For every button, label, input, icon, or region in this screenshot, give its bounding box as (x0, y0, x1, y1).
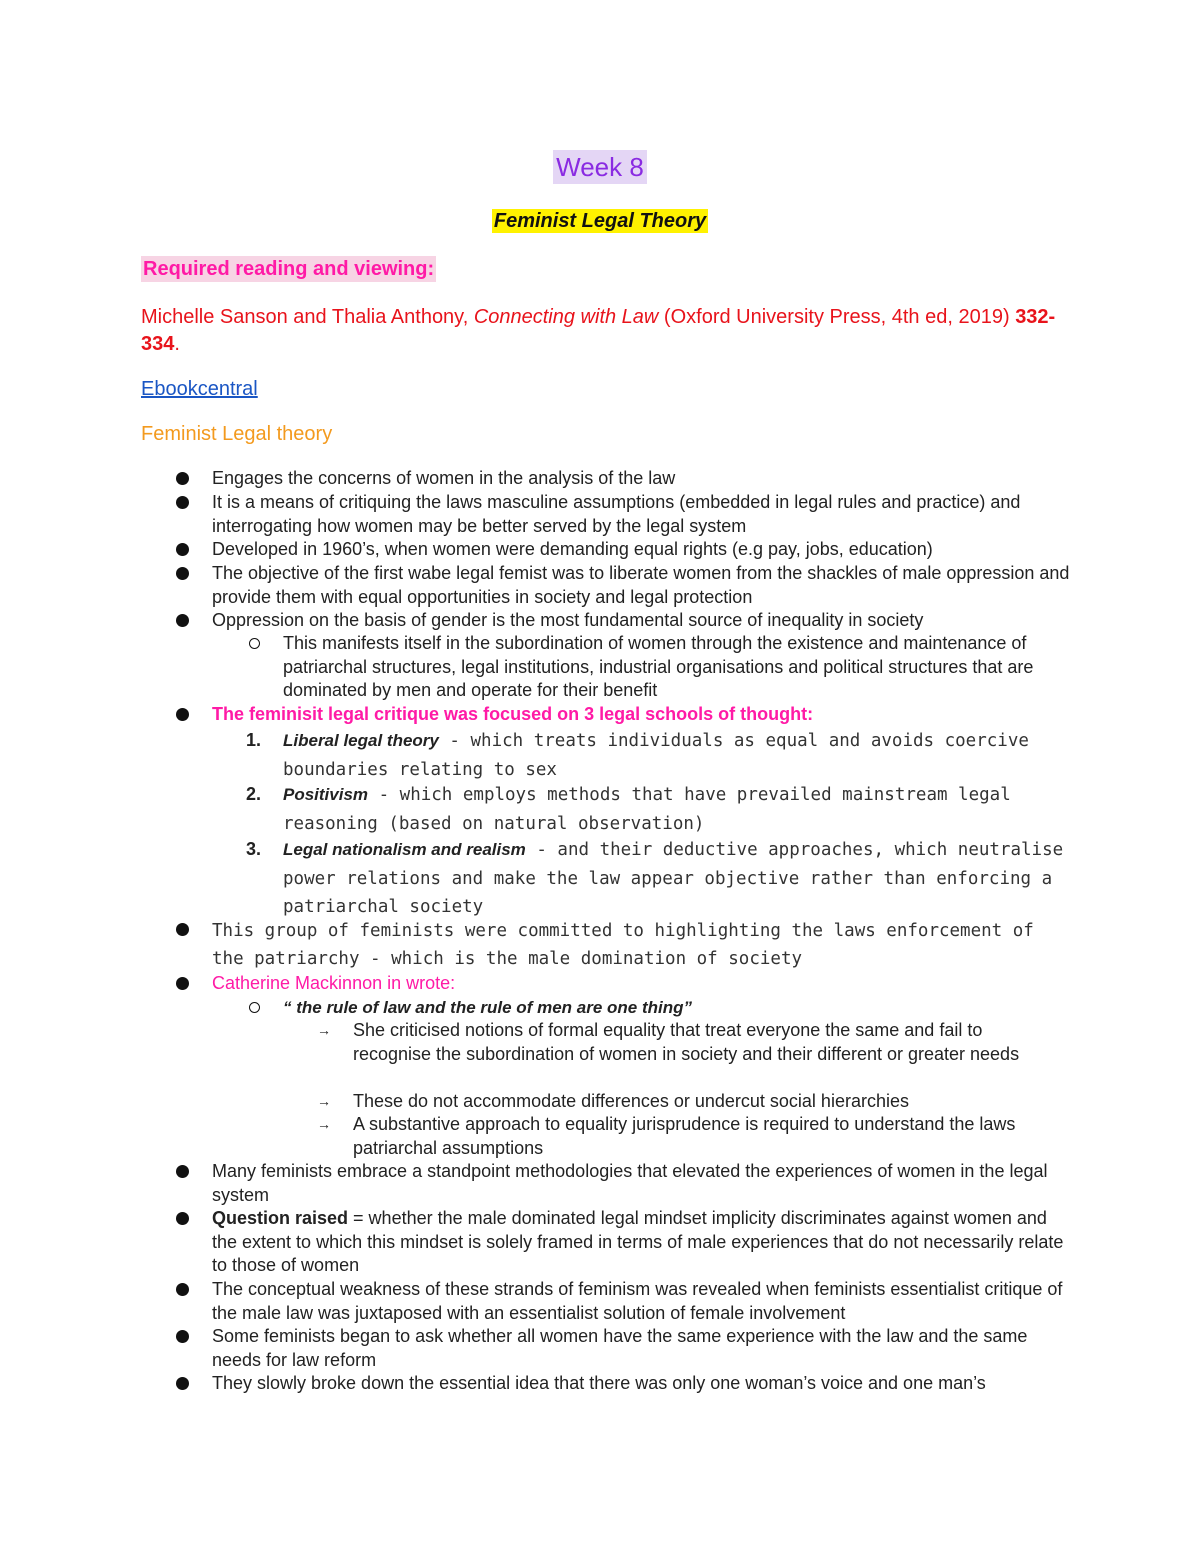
page-subtitle (0, 207, 1200, 235)
numbered-item-number: 2. (246, 784, 262, 804)
page-title (0, 150, 1200, 184)
numbered-item-desc: - and their deductive approaches, which neutralise power relations and make the law appear objective rather than enforcing a patriarchal society (283, 840, 1064, 917)
bullet-item (212, 1207, 1072, 1278)
bullet-item: The objective of the first wabe legal femist was to liberate women from the shackles of male oppression and provide them with equal opportunities in society and legal protection (212, 562, 1072, 609)
citation-publisher: (Oxford University Press, 4th ed, 2019) (658, 306, 1016, 328)
question-raised-text: = whether the male dominated legal mindset implicity discriminates against women and the extent to which this mindset is solely framed in terms of male experiences that do not necessarily relate to those of women (212, 1208, 1064, 1275)
reading-heading-text: Required reading and viewing: (143, 258, 435, 280)
arrow-item: → These do not accommodate differences or undercut social hierarchies (353, 1090, 1053, 1114)
bullet-item: They slowly broke down the essential idea that there was only one woman’s voice and one man’s (212, 1372, 1072, 1396)
citation-authors: Michelle Sanson and Thalia Anthony, (141, 306, 474, 328)
arrow-item: → She criticised notions of formal equality that treat everyone the same and fail to recognise the subordination of women in society and their different or greater needs (353, 1019, 1053, 1066)
bullet-item: Catherine Mackinnon in wrote: (212, 972, 1072, 996)
bullet-item: The conceptual weakness of these strands of feminism was revealed when feminists essentialist critique of the male law was juxtaposed with an essentialist solution of female involvement (212, 1278, 1072, 1325)
numbered-item-number: 3. (246, 839, 262, 859)
arrow-item: → A substantive approach to equality jurisprudence is required to understand the laws patriarchal assumptions (353, 1113, 1053, 1160)
bullet-item: This group of feminists were committed to highlighting the laws enforcement of the patriarchy - which is the male domination of society (212, 918, 1072, 973)
citation-book-title: Connecting with Law (473, 306, 659, 328)
quote-sub-bullet: “ the rule of law and the rule of men are one thing” (283, 996, 1063, 1020)
sub-bullet-item: This manifests itself in the subordination of women through the existence and maintenance of patriarchal structures, legal institutions, industrial organisations and political structures that are dominated by men and operate for their benefit (283, 632, 1063, 703)
numbered-item-desc: - which employs methods that have prevailed mainstream legal reasoning (based on natural observation) (283, 785, 1011, 834)
bullet-item: Developed in 1960’s, when women were demanding equal rights (e.g pay, jobs, education) (212, 538, 1072, 562)
bullet-item: Many feminists embrace a standpoint methodologies that elevated the experiences of women in the legal system (212, 1160, 1072, 1207)
reading-heading (141, 255, 436, 283)
page-subtitle-text: Feminist Legal Theory (493, 210, 707, 232)
numbered-item-term: Positivism (283, 785, 369, 804)
numbered-item-desc: - which treats individuals as equal and avoids coercive boundaries relating to sex (283, 731, 1029, 780)
page-title-text: Week 8 (553, 150, 647, 184)
numbered-item-term: Liberal legal theory (283, 731, 439, 750)
bullet-item: Some feminists began to ask whether all women have the same experience with the law and the same needs for law reform (212, 1325, 1072, 1372)
numbered-item (246, 727, 1073, 784)
numbered-item (246, 836, 1073, 922)
ebookcentral-link[interactable]: Ebookcentral (141, 378, 258, 400)
bullet-item: It is a means of critiquing the laws masculine assumptions (embedded in legal rules and practice) and interrogating how women may be better served by the legal system (212, 491, 1072, 538)
citation-end: . (174, 333, 180, 355)
numbered-item (246, 781, 1073, 838)
bullet-item: The feminisit legal critique was focused on 3 legal schools of thought: (212, 703, 1072, 727)
reading-citation (141, 304, 1061, 358)
numbered-item-number: 1. (246, 730, 262, 750)
section-heading: Feminist Legal theory (141, 423, 333, 445)
question-raised-label: Question raised (212, 1208, 349, 1228)
numbered-item-term: Legal nationalism and realism (283, 840, 526, 859)
citation-pages: 332-334 (141, 306, 1056, 355)
bullet-item: Engages the concerns of women in the analysis of the law (212, 467, 1072, 491)
bullet-item: Oppression on the basis of gender is the most fundamental source of inequality in society (212, 609, 1072, 633)
